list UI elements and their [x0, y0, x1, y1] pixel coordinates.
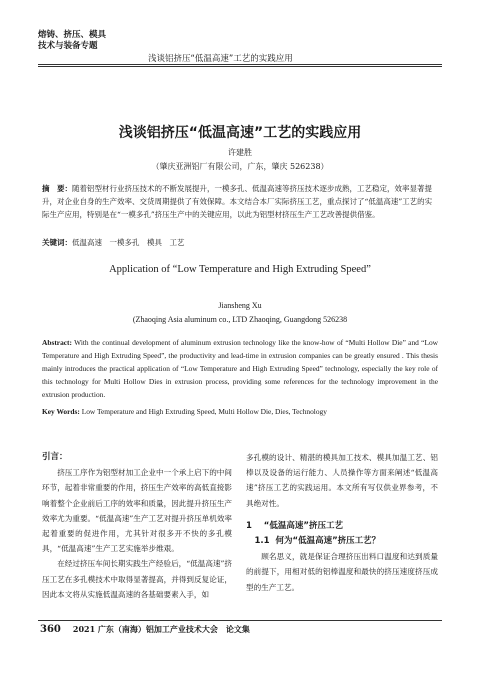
affiliation-zh: （肇庆亚洲铝厂有限公司，广东，肇庆 526238）: [151, 162, 329, 171]
abstract-zh-label: 摘 要：: [42, 184, 72, 193]
footer-divider: [38, 620, 442, 621]
keywords-zh-label: 关键词：: [42, 238, 72, 247]
header-section-line2: 技术与装备专题: [38, 41, 98, 51]
abstract-en: [42, 336, 438, 401]
keywords-zh: [42, 236, 438, 249]
abstract-en-label: Abstract:: [42, 338, 72, 347]
conference-name: 2021 广东（南海）铝加工产业技术大会 论文集: [72, 624, 250, 634]
footer: [40, 624, 250, 635]
abstract-en-text: With the continual development of aluminum extrusion technology like the know-how of “Multi Hollow Die” and “Low Temperature and High Extruding Speed”, the productivity and lead-time in extrusion companies can be greatly ensured . This thesis mainly introduces the practical application of “Low Temperature and High Extruding Speed” technology, especially the key role of this technology for Multi Hollow Dies in extrusion process, providing some references for the technology improvement in the extrusion production.: [42, 338, 438, 399]
header-divider: [38, 64, 442, 65]
keywords-en-text: Low Temperature and High Extruding Speed, Multi Hollow Die, Dies, Technology: [79, 407, 327, 416]
abstract-zh: [42, 182, 438, 221]
right-paragraph-1: 多孔模的设计、精湛的模具加工技术、模具加温工艺、铝棒以及设备的运行能力、人员操作等方面来阐述“低温高速”挤压工艺的实践运用。本文所有写仅供业界参考，不具绝对性。: [246, 453, 438, 508]
intro-heading: 引言：: [42, 452, 68, 462]
intro-paragraph-1: 挤压工序作为铝型材加工企业中一个承上启下的中间环节，起着非常重要的作用，挤压生产效率的高低直接影响着整个企业前后工序的效率和质量，因此提升挤压生产效率尤为重要。“低温高速”生产工艺对提升挤压单机效率起着重要的促进作用，尤其针对很多开不快的多孔模具，“低温高速”生产工艺实施举步维艰。: [42, 468, 233, 554]
body-column-right: [246, 450, 438, 595]
keywords-en: [42, 406, 438, 418]
intro-paragraph-2: 在经过挤压车间长期实践生产经验后，“低温高速”挤压工艺在多孔模技术中取得显著提高，并得到反复论证，因此本文将从实施低温高速的各基础要素入手，如: [42, 559, 233, 599]
section-1-1-title: 何为“低温高速”挤压工艺？: [275, 536, 381, 547]
section-1-title: “低温高速”挤压工艺: [263, 520, 343, 531]
keywords-en-label: Key Words:: [42, 407, 80, 416]
abstract-zh-text: 随着铝型材行业挤压技术的不断发展提升，一模多孔、低温高速等挤压技术逐步成熟，工艺稳定，效率显著提升，对企业自身的生产效率、交货周期提供了有效保障。本文结合本厂实际挤压工艺，重点探讨了“低温高速”工艺的实际生产应用，特别是在“一模多孔”挤压生产中的关键应用，以此为铝型材挤压生产工艺改善提供借鉴。: [42, 184, 433, 219]
section-1-heading: [246, 519, 438, 534]
section-1-number: 1: [246, 520, 252, 531]
header-section-label: [38, 30, 106, 52]
author-zh: 许建胜: [228, 148, 252, 157]
paper-title-zh: 浅谈铝挤压“低温高速”工艺的实践应用: [118, 125, 362, 141]
header-section-line1: 熔铸、挤压、模具: [38, 30, 107, 40]
header-divider-secondary: [38, 66, 442, 67]
author-en: Jiansheng Xu: [218, 301, 262, 310]
section-1-1-paragraph: 顾名思义，就是保证合理挤压出料口温度和达到质量的前提下，用相对低的铝棒温度和最快的挤压速度挤压成型的生产工艺。: [246, 552, 438, 592]
paper-title-en: Application of “Low Temperature and High Extruding Speed”: [109, 264, 371, 275]
section-1-1-number: 1.1: [254, 536, 270, 547]
page-number: 360: [40, 624, 61, 635]
body-column-left: [42, 450, 232, 602]
section-1-1-heading: [246, 534, 438, 549]
affiliation-en: (Zhaoqing Asia aluminum co., LTD Zhaoqing, Guangdong 526238: [132, 315, 348, 324]
keywords-zh-text: 低温高速 一模多孔 模具 工艺: [72, 238, 185, 247]
running-title: 浅谈铝挤压“低温高速”工艺的实践应用: [148, 54, 293, 64]
